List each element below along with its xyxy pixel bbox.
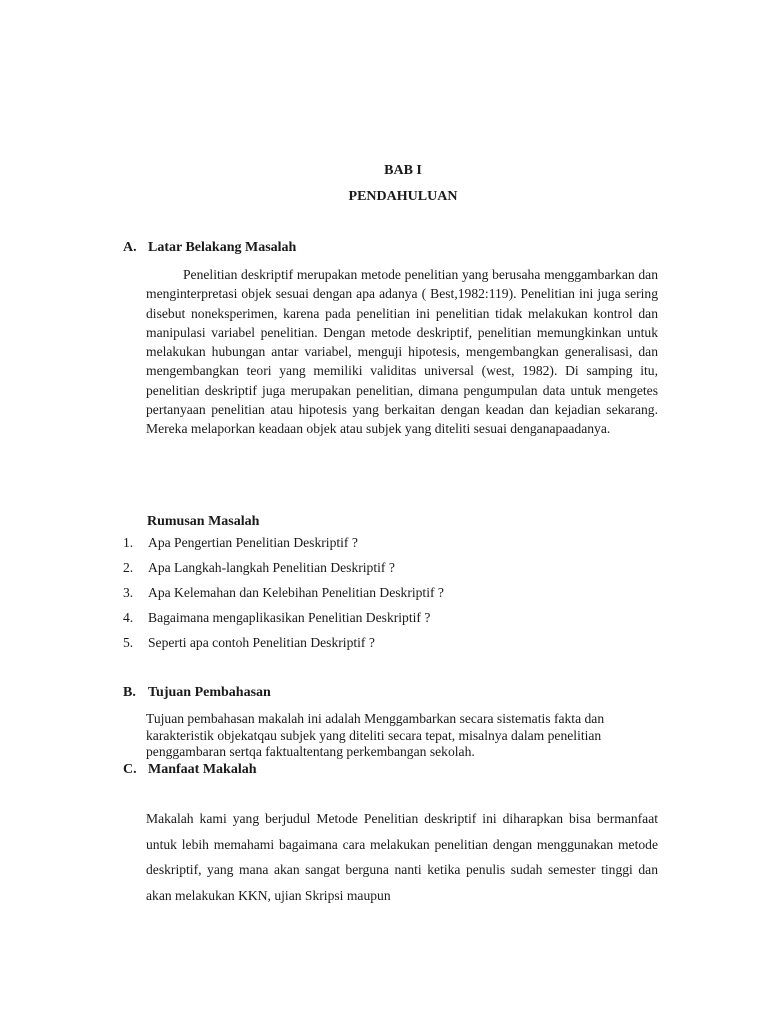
section-a-title: Latar Belakang Masalah (148, 240, 297, 255)
section-c-heading (123, 762, 257, 778)
section-c-letter: C. (123, 762, 137, 777)
section-b-heading (123, 685, 271, 701)
list-item (123, 535, 444, 560)
rumusan-heading: Rumusan Masalah (147, 514, 260, 529)
section-a-letter: A. (123, 240, 137, 255)
list-number: 3. (123, 585, 134, 600)
list-item (123, 585, 444, 610)
section-c-paragraph: Makalah kami yang berjudul Metode Penelitian deskriptif ini diharapkan bisa bermanfaat untuk lebih memahami bagaimana cara melakukan penelitian dengan menggunakan metode deskriptif, yang mana akan sangat berguna nanti ketika penulis sudah semester tinggi dan akan melakukan KKN, ujian Skripsi maupun (146, 811, 658, 903)
list-text: Apa Pengertian Penelitian Deskriptif ? (148, 535, 358, 550)
list-number: 2. (123, 560, 134, 575)
section-a-heading (123, 240, 296, 256)
list-text: Seperti apa contoh Penelitian Deskriptif ? (148, 635, 375, 650)
section-b-letter: B. (123, 685, 136, 700)
section-c-title: Manfaat Makalah (148, 762, 257, 777)
chapter-title: BAB I (384, 163, 422, 178)
list-number: 1. (123, 535, 134, 550)
section-b-title: Tujuan Pembahasan (148, 685, 271, 700)
list-text: Bagaimana mengaplikasikan Penelitian Deskriptif ? (148, 610, 431, 625)
list-item (123, 560, 444, 585)
list-item (123, 635, 444, 660)
list-number: 5. (123, 635, 134, 650)
chapter-subtitle: PENDAHULUAN (348, 189, 458, 204)
section-b-paragraph: Tujuan pembahasan makalah ini adalah Menggambarkan secara sistematis fakta dan karakteristik objekatqau subjek yang diteliti secara tepat, misalnya dalam penelitian penggambaran sertqa faktualtentang perkembangan sekolah. (146, 711, 605, 759)
list-text: Apa Langkah-langkah Penelitian Deskriptif ? (148, 560, 395, 575)
list-text: Apa Kelemahan dan Kelebihan Penelitian Deskriptif ? (148, 585, 444, 600)
section-a-paragraph: Penelitian deskriptif merupakan metode penelitian yang berusaha menggambarkan dan menginterpretasi objek sesuai dengan apa adanya ( Best,1982:119). Penelitian ini juga sering disebut noneksperimen, karena pada penelitian ini penelitian tidak melakukan kontrol dan manipulasi variabel penelitian. Dengan metode deskriptif, penelitian memungkinkan untuk melakukan hubungan antar variabel, menguji hipotesis, mengembangkan generalisasi, dan mengembangkan teori yang memiliki validitas universal (west, 1982). Di samping itu, penelitian deskriptif juga merupakan penelitian, dimana pengumpulan data untuk mengetes pertanyaan penelitian atau hipotesis yang berkaitan dengan keadan dan kejadian sekarang. Mereka melaporkan keadaan objek atau subjek yang diteliti sesuai denganapaadanya. (146, 267, 658, 437)
rumusan-list (123, 535, 444, 660)
list-item (123, 610, 444, 635)
list-number: 4. (123, 610, 134, 625)
